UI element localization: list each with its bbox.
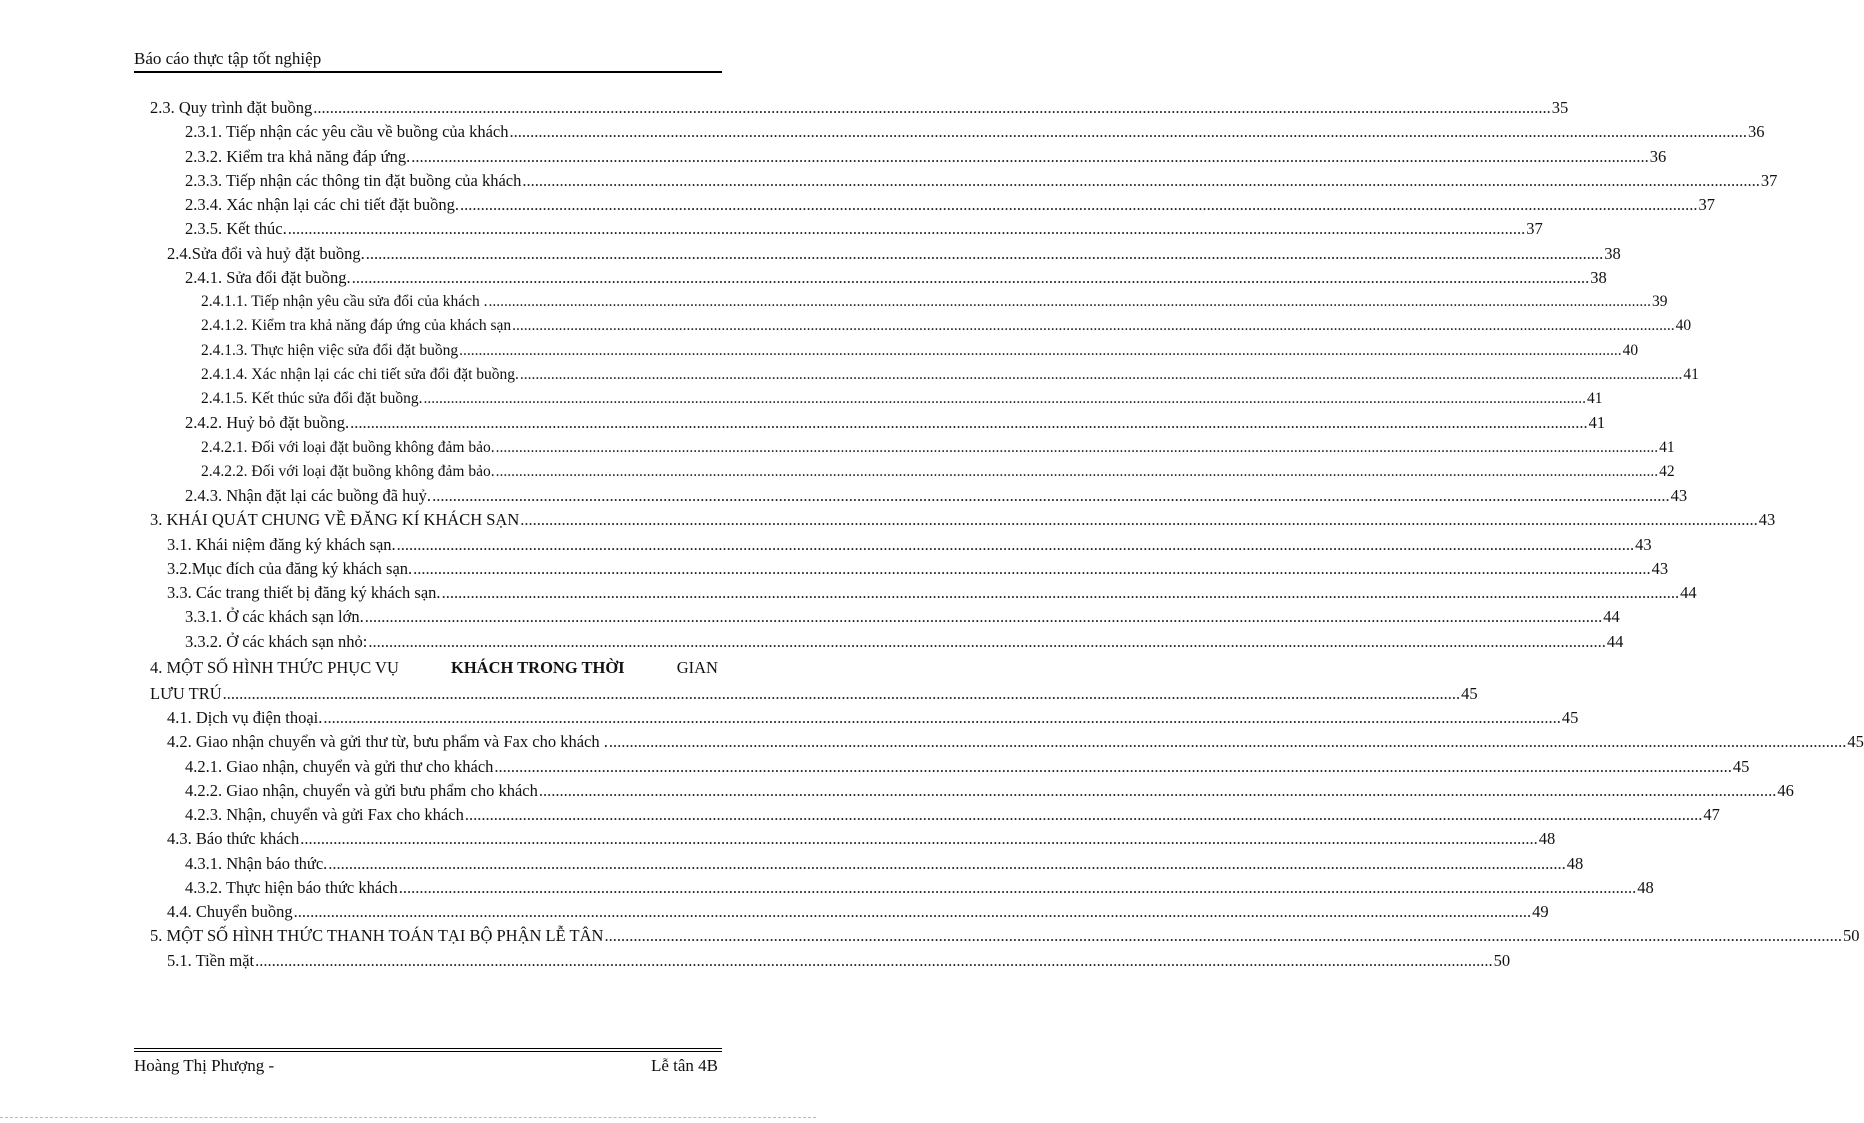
toc-leader-dots: ............................................................................................................................................................................................................................................................................................................ bbox=[300, 829, 1538, 849]
toc-entry[interactable] bbox=[150, 605, 1620, 629]
toc-entry-page: 39 bbox=[1652, 293, 1668, 310]
toc-entry-4-page: 45 bbox=[1461, 683, 1478, 703]
toc-entry-label: 2.3.1. Tiếp nhận các yêu cầu về buồng của khách bbox=[185, 122, 509, 142]
toc-entry[interactable] bbox=[150, 581, 1697, 605]
toc-entry[interactable] bbox=[150, 436, 1675, 460]
toc-entry-page: 38 bbox=[1604, 243, 1621, 263]
toc-entry[interactable] bbox=[150, 924, 1860, 948]
toc-entry[interactable] bbox=[150, 484, 1688, 508]
toc-entry-label: 2.4.1.4. Xác nhận lại các chi tiết sửa đổi đặt buồng. bbox=[201, 365, 519, 383]
footer-rule-bottom bbox=[134, 1051, 722, 1052]
toc-entry-label: 4.2. Giao nhận chuyển và gửi thư từ, bưu phẩm và Fax cho khách . bbox=[167, 732, 608, 752]
toc-entry-label: 3.1. Khái niệm đăng ký khách sạn. bbox=[167, 534, 396, 554]
toc-entry-label: 2.4.1.1. Tiếp nhận yêu cầu sửa đổi của khách . bbox=[201, 293, 488, 310]
toc-entry-label: 2.4.2. Huỷ bỏ đặt buồng. bbox=[185, 413, 350, 433]
toc-entry-label: 2.3.4. Xác nhận lại các chi tiết đặt buồng. bbox=[185, 195, 459, 214]
toc-entry-page: 47 bbox=[1703, 805, 1720, 824]
page-break-line bbox=[0, 1117, 816, 1118]
toc-entry-label: 4.4. Chuyển buồng bbox=[167, 902, 293, 921]
toc-leader-dots: ............................................................................................................................................................................................................................................................................................................ bbox=[323, 708, 1561, 727]
toc-entry[interactable] bbox=[150, 411, 1606, 435]
toc-entry-page: 49 bbox=[1532, 902, 1549, 921]
toc-entry-label: 2.4.1.2. Kiểm tra khả năng đáp ứng của khách sạn bbox=[201, 317, 512, 335]
toc-entry-label: 4.3. Báo thức khách bbox=[167, 829, 300, 849]
toc-entry-page: 44 bbox=[1603, 607, 1620, 627]
footer-class: Lễ tân 4B bbox=[650, 1056, 718, 1075]
toc-entry[interactable] bbox=[150, 96, 1569, 120]
toc-leader-dots: ............................................................................................................................................................................................................................................................................................................ bbox=[368, 631, 1606, 651]
toc-leader-dots: ............................................................................................................................................................................................................................................................................................................ bbox=[411, 146, 1649, 166]
toc-entry-page: 50 bbox=[1842, 926, 1860, 946]
toc-entry[interactable] bbox=[150, 266, 1607, 290]
toc-entry-4-line1[interactable] bbox=[150, 654, 718, 682]
footer-rule-top bbox=[134, 1048, 722, 1049]
toc-leader-dots: ............................................................................................................................................................................................................................................................................................................ bbox=[608, 732, 1847, 752]
table-of-contents bbox=[150, 96, 1864, 973]
toc-leader-dots: ............................................................................................................................................................................................................................................................................................................ bbox=[495, 462, 1659, 480]
toc-leader-dots: ............................................................................................................................................................................................................................................................................................................ bbox=[365, 243, 1604, 263]
toc-entry-page: 45 bbox=[1847, 732, 1864, 752]
toc-entry-page: 50 bbox=[1493, 950, 1511, 970]
toc-entry[interactable] bbox=[150, 363, 1699, 387]
toc-leader-dots: ............................................................................................................................................................................................................................................................................................................ bbox=[413, 558, 1651, 578]
toc-entry[interactable] bbox=[150, 706, 1579, 730]
toc-entry-label: 2.4.1. Sửa đổi đặt buồng. bbox=[185, 267, 351, 287]
toc-leader-dots: ............................................................................................................................................................................................................................................................................................................ bbox=[604, 926, 1842, 946]
toc-entry-label: 2.3.5. Kết thúc. bbox=[185, 219, 287, 239]
toc-leader-dots: ............................................................................................................................................................................................................................................................................................................ bbox=[459, 341, 1622, 359]
toc-entry-page: 43 bbox=[1635, 534, 1652, 554]
toc-entry[interactable] bbox=[150, 242, 1621, 266]
toc-entry-page: 44 bbox=[1606, 631, 1624, 651]
toc-entry[interactable] bbox=[150, 314, 1692, 338]
toc-entry-page: 45 bbox=[1561, 708, 1579, 727]
toc-leader-dots: ............................................................................................................................................................................................................................................................................................................ bbox=[350, 413, 1588, 433]
toc-entry-label: 5.1. Tiền mặt bbox=[167, 950, 255, 970]
toc-leader-dots: ............................................................................................................................................................................................................................................................................................................ bbox=[488, 293, 1651, 310]
toc-leader-dots: ............................................................................................................................................................................................................................................................................................................ bbox=[364, 607, 1603, 627]
toc-entry-label: 3.2.Mục đích của đăng ký khách sạn. bbox=[167, 558, 413, 578]
toc-entry-page: 48 bbox=[1538, 829, 1556, 849]
toc-entry-label: 4.3.2. Thực hiện báo thức khách bbox=[185, 877, 398, 897]
toc-entry[interactable] bbox=[150, 557, 1669, 581]
toc-entry-label: 5. MỘT SỐ HÌNH THỨC THANH TOÁN TẠI BỘ PHẬN LỄ TÂN bbox=[150, 926, 604, 946]
toc-entry-label: 2.4.2.2. Đối với loại đặt buồng không đảm bảo. bbox=[201, 462, 495, 480]
toc-leader-dots: ............................................................................................................................................................................................................................................................................................................ bbox=[432, 486, 1670, 505]
toc-entry-4-text-b: GIAN bbox=[676, 657, 718, 677]
toc-leader-dots: ............................................................................................................................................................................................................................................................................................................ bbox=[512, 317, 1675, 335]
toc-entry-page: 42 bbox=[1659, 462, 1675, 480]
toc-leader-dots: ............................................................................................................................................................................................................................................................................................................ bbox=[538, 780, 1777, 800]
toc-leader-dots: ............................................................................................................................................................................................................................................................................................................ bbox=[398, 877, 1637, 897]
toc-entry-label: 2.4.1.5. Kết thúc sửa đổi đặt buồng. bbox=[201, 390, 423, 407]
toc-entry-page: 37 bbox=[1760, 170, 1778, 190]
toc-entry-label: 4.3.1. Nhận báo thức. bbox=[185, 853, 328, 873]
toc-entry-label: 3. KHÁI QUÁT CHUNG VỀ ĐĂNG KÍ KHÁCH SẠN bbox=[150, 510, 520, 530]
toc-entry-page: 43 bbox=[1670, 486, 1688, 505]
toc-leader-dots: ............................................................................................................................................................................................................................................................................................................ bbox=[495, 438, 1659, 456]
toc-entry-label: 2.3.2. Kiểm tra khả năng đáp ứng. bbox=[185, 146, 411, 166]
toc-entry-page: 40 bbox=[1622, 341, 1639, 359]
toc-entry-label: 3.3.1. Ở các khách sạn lớn. bbox=[185, 607, 364, 627]
toc-entry[interactable] bbox=[150, 803, 1720, 827]
toc-leader-dots: ............................................................................................................................................................................................................................................................................................................ bbox=[293, 902, 1532, 921]
toc-entry-label: 4.1. Dịch vụ điện thoại. bbox=[167, 708, 323, 727]
toc-entry-label: 2.4.1.3. Thực hiện việc sửa đổi đặt buồng bbox=[201, 341, 459, 359]
toc-entry-page: 46 bbox=[1777, 780, 1794, 800]
toc-entry-page: 40 bbox=[1675, 317, 1692, 335]
toc-entry[interactable] bbox=[150, 460, 1675, 484]
toc-entry-4-text-a: 4. MỘT SỐ HÌNH THỨC PHỤC VỤ bbox=[150, 657, 399, 677]
toc-leader-dots: ............................................................................................................................................................................................................................................................................................................ bbox=[313, 98, 1551, 117]
toc-leader-dots: ............................................................................................................................................................................................................................................................................................................ bbox=[423, 390, 1586, 407]
toc-entry-page: 48 bbox=[1637, 877, 1654, 897]
toc-entry[interactable] bbox=[150, 755, 1750, 779]
toc-leader-dots: ............................................................................................................................................................................................................................................................................................................ bbox=[522, 170, 1760, 190]
toc-leader-dots: ............................................................................................................................................................................................................................................................................................................ bbox=[519, 365, 1683, 383]
toc-entry[interactable] bbox=[150, 852, 1584, 876]
toc-entry-label: 2.4.3. Nhận đặt lại các buồng đã huỷ. bbox=[185, 486, 432, 505]
toc-part-2 bbox=[150, 706, 1864, 973]
toc-entry-page: 41 bbox=[1683, 365, 1699, 383]
toc-entry-page: 37 bbox=[1698, 195, 1715, 214]
header-rule bbox=[134, 71, 722, 73]
toc-leader-dots: ............................................................................................................................................................................................................................................................................................................ bbox=[520, 510, 1758, 530]
toc-leader-dots: ............................................................................................................................................................................................................................................................................................................ bbox=[494, 756, 1732, 776]
toc-entry[interactable] bbox=[150, 120, 1765, 144]
toc-entry[interactable] bbox=[150, 193, 1715, 217]
page-header-title: Báo cáo thực tập tốt nghiệp bbox=[134, 49, 322, 68]
toc-leader-dots: ............................................................................................................................................................................................................................................................................................................ bbox=[287, 219, 1526, 239]
toc-entry-label: 3.3. Các trang thiết bị đăng ký khách sạn. bbox=[167, 583, 441, 602]
toc-entry[interactable] bbox=[150, 290, 1668, 314]
toc-entry-page: 48 bbox=[1566, 853, 1584, 873]
toc-entry-page: 41 bbox=[1588, 413, 1606, 433]
toc-entry[interactable] bbox=[150, 387, 1603, 411]
toc-entry[interactable] bbox=[150, 779, 1794, 803]
toc-entry[interactable] bbox=[150, 508, 1776, 532]
toc-leader-dots: ............................................................................................................................................................................................................................................................................................................ bbox=[351, 267, 1590, 287]
toc-entry-page: 38 bbox=[1590, 267, 1607, 287]
toc-entry-page: 36 bbox=[1748, 122, 1765, 142]
toc-entry[interactable] bbox=[150, 630, 1624, 654]
toc-entry-label: 2.4.Sửa đổi và huỷ đặt buồng. bbox=[167, 243, 365, 263]
toc-entry-page: 35 bbox=[1551, 98, 1569, 117]
toc-entry-page: 37 bbox=[1526, 219, 1543, 239]
toc-leader-dots: ............................................................................................................................................................................................................................................................................................................ bbox=[509, 122, 1747, 142]
toc-entry-4-line2[interactable] bbox=[150, 682, 1478, 706]
toc-entry[interactable] bbox=[150, 949, 1511, 973]
toc-entry[interactable] bbox=[150, 730, 1864, 754]
toc-entry-page: 45 bbox=[1732, 756, 1750, 776]
toc-entry-label: 4.2.1. Giao nhận, chuyển và gửi thư cho khách bbox=[185, 756, 494, 776]
toc-entry-page: 43 bbox=[1651, 558, 1669, 578]
toc-entry-label: 4.2.2. Giao nhận, chuyển và gửi bưu phẩm cho khách bbox=[185, 780, 538, 800]
toc-entry[interactable] bbox=[150, 217, 1543, 241]
toc-entry-page: 43 bbox=[1758, 510, 1776, 530]
toc-entry[interactable] bbox=[150, 145, 1667, 169]
toc-part-1 bbox=[150, 96, 1778, 654]
toc-entry[interactable] bbox=[150, 876, 1654, 900]
toc-leader-dots: ............................................................................................................................................................................................................................................................................................................ bbox=[441, 583, 1680, 602]
toc-entry-page: 41 bbox=[1587, 390, 1603, 407]
footer-author: Hoàng Thị Phượng - bbox=[134, 1056, 275, 1075]
toc-entry[interactable] bbox=[150, 900, 1549, 924]
toc-leader-dots: ............................................................................................................................................................................................................................................................................................................ bbox=[255, 950, 1493, 970]
toc-entry[interactable] bbox=[150, 339, 1639, 363]
toc-leader-dots: ............................................................................................................................................................................................................................................................................................................ bbox=[222, 683, 1461, 703]
toc-entry-label: 2.3. Quy trình đặt buồng bbox=[150, 98, 313, 117]
toc-entry-4-text-bold: KHÁCH TRONG THỜI bbox=[451, 657, 625, 677]
toc-leader-dots: ............................................................................................................................................................................................................................................................................................................ bbox=[328, 853, 1566, 873]
toc-entry-page: 41 bbox=[1659, 438, 1675, 456]
toc-leader-dots: ............................................................................................................................................................................................................................................................................................................ bbox=[464, 805, 1703, 824]
toc-entry-page: 44 bbox=[1680, 583, 1697, 602]
toc-entry-label: 3.3.2. Ở các khách sạn nhỏ: bbox=[185, 631, 368, 651]
toc-entry[interactable] bbox=[150, 169, 1778, 193]
toc-leader-dots: ............................................................................................................................................................................................................................................................................................................ bbox=[396, 534, 1635, 554]
toc-entry-label: 4.2.3. Nhận, chuyển và gửi Fax cho khách bbox=[185, 805, 464, 824]
toc-entry[interactable] bbox=[150, 827, 1556, 851]
toc-entry-page: 36 bbox=[1649, 146, 1667, 166]
toc-entry-label: 2.3.3. Tiếp nhận các thông tin đặt buồng của khách bbox=[185, 170, 522, 190]
toc-leader-dots: ............................................................................................................................................................................................................................................................................................................ bbox=[460, 195, 1698, 214]
toc-entry-label: 2.4.2.1. Đối với loại đặt buồng không đảm bảo. bbox=[201, 438, 495, 456]
toc-entry-4-label: LƯU TRÚ bbox=[150, 683, 222, 703]
toc-entry[interactable] bbox=[150, 533, 1652, 557]
